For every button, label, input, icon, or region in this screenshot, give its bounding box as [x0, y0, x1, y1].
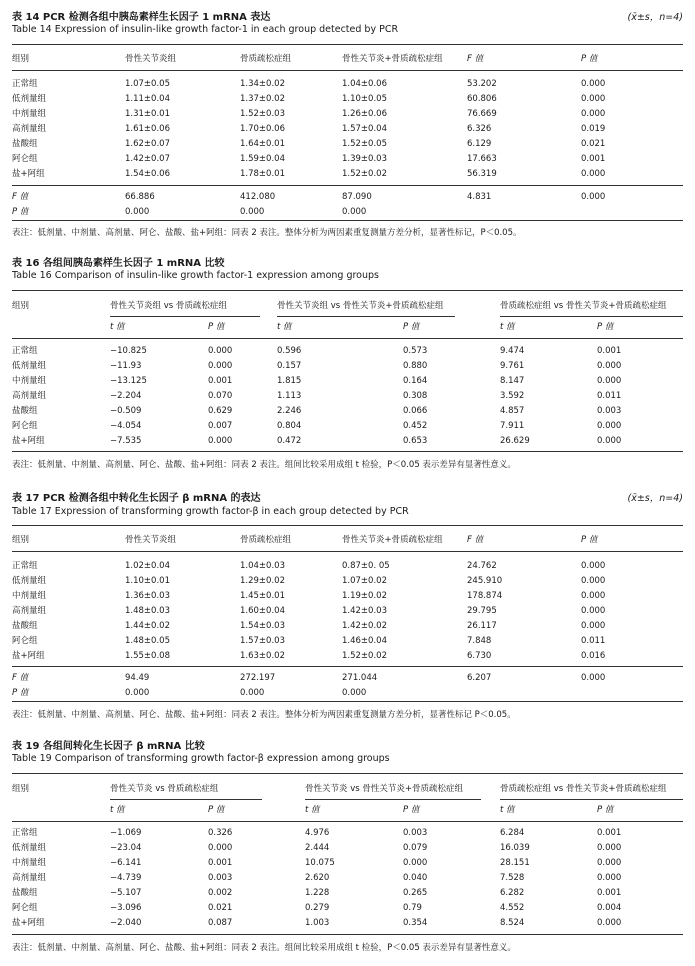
subheader-cell: t 值 [110, 322, 125, 332]
table-cell: 0.354 [403, 918, 428, 928]
table-note: 表注：低剂量、中剂量、高剂量、阿仑、盐酸、盐+阿组：同表 2 表注。整体分析为两因素重复测量方差分析，显著性标记 P＜0.05。 [12, 710, 516, 720]
table-cell: 66.886 [125, 192, 155, 202]
table-cell: 6.326 [467, 124, 492, 134]
table-cell: 178.874 [467, 591, 503, 601]
table-cell: 26.117 [467, 621, 497, 631]
row-label-cell: 盐+阿组 [12, 436, 45, 446]
table-cell: 0.000 [597, 873, 622, 883]
table-title-en: Table 16 Comparison of insulin-like growth factor-1 expression among groups [12, 270, 379, 281]
subheader-cell: P 值 [597, 322, 614, 332]
table-cell: 0.164 [403, 376, 428, 386]
table-cell: 1.45±0.01 [240, 591, 285, 601]
table-cell: −3.096 [110, 903, 142, 913]
row-label-cell: 中剂量组 [12, 376, 47, 386]
table-cell: 16.039 [500, 843, 530, 853]
table-cell: 0.003 [597, 406, 622, 416]
table-cell: 245.910 [467, 576, 503, 586]
table-cell: 1.60±0.04 [240, 606, 285, 616]
table-note: 表注：低剂量、中剂量、高剂量、阿仑、盐酸、盐+阿组：同表 2 表注。组间比较采用成组 t 检验，P＜0.05 表示差异有显著性意义。 [12, 460, 516, 470]
table-cell: 0.000 [581, 606, 606, 616]
table-cell: 0.000 [581, 94, 606, 104]
table-cell: 1.37±0.02 [240, 94, 285, 104]
group-rule [305, 799, 481, 800]
table-cell: 0.079 [403, 843, 428, 853]
table-note: 表注：低剂量、中剂量、高剂量、阿仑、盐酸、盐+阿组：同表 2 表注。组间比较采用成组 t 检验，P＜0.05 表示差异有显著性意义。 [12, 943, 516, 953]
top-rule [12, 290, 683, 291]
table-title-zh: 表 19 各组间转化生长因子 β mRNA 比较 [12, 741, 205, 752]
row-label-cell: 低剂量组 [12, 843, 47, 853]
subheader-cell: t 值 [500, 322, 515, 332]
header-group-cell: 骨质疏松症组 vs 骨性关节炎+骨质疏松症组 [500, 784, 667, 794]
table-cell: 1.11±0.04 [125, 94, 170, 104]
table-cell: 1.70±0.06 [240, 124, 285, 134]
header-rule [12, 70, 683, 71]
table-cell: 0.004 [597, 903, 622, 913]
table-cell: 1.42±0.03 [342, 606, 387, 616]
table-cell: 1.42±0.07 [125, 154, 170, 164]
table-cell: −7.535 [110, 436, 142, 446]
subheader-cell: P 值 [208, 805, 225, 815]
subheader-cell: t 值 [500, 805, 515, 815]
table-note: 表注：低剂量、中剂量、高剂量、阿仑、盐酸、盐+阿组：同表 2 表注。整体分析为两因素重复测量方差分析，显著性标记，P＜0.05。 [12, 228, 522, 238]
table-cell: 0.003 [403, 828, 428, 838]
table-cell: 53.202 [467, 79, 497, 89]
table-cell: 0.003 [208, 873, 233, 883]
subheader-cell: t 值 [110, 805, 125, 815]
table-cell: 0.001 [597, 346, 622, 356]
header-group-cell: 骨性关节炎组 vs 骨性关节炎+骨质疏松症组 [277, 301, 444, 311]
table-cell: 1.78±0.01 [240, 169, 285, 179]
table-cell: 0.001 [208, 376, 233, 386]
table-cell: 1.04±0.06 [342, 79, 387, 89]
row-label-cell: 阿仑组 [12, 421, 38, 431]
table-cell: 1.19±0.02 [342, 591, 387, 601]
group-rule [277, 316, 455, 317]
table-cell: 0.066 [403, 406, 428, 416]
table-cell: 0.000 [581, 109, 606, 119]
subheader-cell: P 值 [597, 805, 614, 815]
header-cell: P 值 [581, 535, 598, 545]
subheader-cell: P 值 [403, 805, 420, 815]
row-label-cell: 盐酸组 [12, 621, 38, 631]
row-label-cell: 盐+阿组 [12, 918, 45, 928]
header-cell: 骨性关节炎+骨质疏松症组 [342, 54, 443, 64]
row-label-cell: 盐酸组 [12, 888, 38, 898]
table-cell: 0.016 [581, 651, 606, 661]
table-cell: 0.629 [208, 406, 233, 416]
table-cell: 0.000 [581, 673, 606, 683]
table-cell: −13.125 [110, 376, 147, 386]
table-cell: 1.39±0.03 [342, 154, 387, 164]
table-cell: −5.107 [110, 888, 142, 898]
table-cell: 0.279 [305, 903, 330, 913]
table-cell: 2.246 [277, 406, 302, 416]
table-cell: 4.857 [500, 406, 525, 416]
table-cell: 0.011 [581, 636, 606, 646]
table-cell: 1.04±0.03 [240, 561, 285, 571]
table-cell: 1.54±0.03 [240, 621, 285, 631]
table-cell: 0.653 [403, 436, 428, 446]
header-group-cell: 骨质疏松症组 vs 骨性关节炎+骨质疏松症组 [500, 301, 667, 311]
table-cell: 24.762 [467, 561, 497, 571]
table-cell: 4.976 [305, 828, 330, 838]
table-cell: 0.040 [403, 873, 428, 883]
table-cell: 1.003 [305, 918, 330, 928]
table-cell: 1.36±0.03 [125, 591, 170, 601]
table-cell: −4.739 [110, 873, 142, 883]
table-cell: 0.001 [597, 828, 622, 838]
table-cell: −4.054 [110, 421, 142, 431]
table-cell: 0.001 [597, 888, 622, 898]
row-label-cell: 正常组 [12, 828, 38, 838]
table-cell: 1.48±0.05 [125, 636, 170, 646]
table-cell: 2.620 [305, 873, 330, 883]
table-cell: 29.795 [467, 606, 497, 616]
table-cell: 412.080 [240, 192, 276, 202]
table-cell: 94.49 [125, 673, 150, 683]
table-cell: 0.000 [208, 346, 233, 356]
table-cell: 0.000 [597, 843, 622, 853]
table-cell: 1.62±0.07 [125, 139, 170, 149]
table-cell: 76.669 [467, 109, 497, 119]
table-cell: 1.52±0.02 [342, 651, 387, 661]
table-cell: 0.452 [403, 421, 428, 431]
header-group-cell: 骨性关节炎 vs 骨性关节炎+骨质疏松症组 [305, 784, 463, 794]
row-label-cell: 中剂量组 [12, 591, 47, 601]
table-cell: 1.52±0.05 [342, 139, 387, 149]
header-cell: 骨性关节炎组 [125, 535, 177, 545]
table-cell: 0.000 [597, 421, 622, 431]
row-label-cell: 低剂量组 [12, 576, 47, 586]
mid-rule [12, 185, 683, 186]
table-cell: 3.592 [500, 391, 525, 401]
table-cell: 0.472 [277, 436, 302, 446]
table-cell: −11.93 [110, 361, 142, 371]
row-label-cell: 盐酸组 [12, 139, 38, 149]
table-cell: 0.001 [581, 154, 606, 164]
table-cell: 0.000 [597, 918, 622, 928]
table-cell: 0.000 [597, 436, 622, 446]
row-label-cell: 中剂量组 [12, 109, 47, 119]
table-cell: 0.326 [208, 828, 233, 838]
table-cell: 271.044 [342, 673, 378, 683]
table-cell: 0.596 [277, 346, 302, 356]
table-cell: 10.075 [305, 858, 335, 868]
header-rule [12, 551, 683, 552]
table-cell: 0.000 [208, 361, 233, 371]
row-label-cell: 阿仑组 [12, 154, 38, 164]
row-label-cell: 盐+阿组 [12, 651, 45, 661]
table-cell: 0.001 [208, 858, 233, 868]
table-cell: 1.54±0.06 [125, 169, 170, 179]
subheader-cell: t 值 [277, 322, 292, 332]
table-cell: −0.509 [110, 406, 142, 416]
header-cell: F 值 [467, 535, 484, 545]
table-cell: 0.002 [208, 888, 233, 898]
table-cell: 1.02±0.04 [125, 561, 170, 571]
row-label-cell: 中剂量组 [12, 858, 47, 868]
table-cell: −2.204 [110, 391, 142, 401]
header-cell: P 值 [581, 54, 598, 64]
top-rule [12, 44, 683, 45]
header-cell: F 值 [467, 54, 484, 64]
table-cell: 0.804 [277, 421, 302, 431]
mid-rule [12, 666, 683, 667]
table-cell: 1.07±0.02 [342, 576, 387, 586]
table-cell: 1.31±0.01 [125, 109, 170, 119]
table-cell: 1.34±0.02 [240, 79, 285, 89]
table-cell: 0.000 [240, 688, 265, 698]
table-cell: 0.000 [581, 621, 606, 631]
table-cell: 0.021 [208, 903, 233, 913]
table-cell: 0.087 [208, 918, 233, 928]
table-cell: 8.524 [500, 918, 525, 928]
table-title-zh: 表 14 PCR 检测各组中胰岛素样生长因子 1 mRNA 表达 [12, 12, 271, 23]
row-label-cell: 盐+阿组 [12, 169, 45, 179]
table-cell: 87.090 [342, 192, 372, 202]
header-cell: 骨质疏松症组 [240, 535, 292, 545]
row-label-cell: 高剂量组 [12, 124, 47, 134]
table-cell: 1.42±0.02 [342, 621, 387, 631]
table-cell: 0.000 [581, 169, 606, 179]
row-label-cell: 盐酸组 [12, 406, 38, 416]
table-cell: 0.000 [208, 843, 233, 853]
table-title-en: Table 14 Expression of insulin-like growth factor-1 in each group detected by PCR [12, 24, 399, 35]
table-cell: 1.57±0.03 [240, 636, 285, 646]
table-stat-label: (x̄±s，n=4) [627, 12, 683, 23]
row-label-cell: 正常组 [12, 561, 38, 571]
table-cell: 0.011 [597, 391, 622, 401]
table-cell: 0.007 [208, 421, 233, 431]
table-cell: 1.59±0.04 [240, 154, 285, 164]
group-rule [500, 799, 683, 800]
table-cell: 0.070 [208, 391, 233, 401]
subheader-cell: t 值 [305, 805, 320, 815]
row-label-cell: 阿仑组 [12, 903, 38, 913]
table-cell: 1.63±0.02 [240, 651, 285, 661]
table-cell: 0.87±0. 05 [342, 561, 390, 571]
table-cell: 1.46±0.04 [342, 636, 387, 646]
table-cell: 272.197 [240, 673, 276, 683]
table-cell: 9.474 [500, 346, 525, 356]
header-group-cell: 骨性关节炎组 vs 骨质疏松症组 [110, 301, 227, 311]
row-label-cell: 高剂量组 [12, 606, 47, 616]
table-cell: −1.069 [110, 828, 142, 838]
table-cell: 4.552 [500, 903, 525, 913]
header-cell: 组别 [12, 54, 30, 64]
row-label-cell: 正常组 [12, 346, 38, 356]
table-cell: 1.52±0.02 [342, 169, 387, 179]
table-title-en: Table 17 Expression of transforming growth factor-β in each group detected by PCR [12, 506, 409, 517]
header-group-cell: 骨性关节炎 vs 骨质疏松症组 [110, 784, 219, 794]
table-cell: 0.000 [581, 561, 606, 571]
header-cell: 组别 [12, 784, 30, 794]
top-rule [12, 525, 683, 526]
table-cell: 0.880 [403, 361, 428, 371]
table-cell: 6.284 [500, 828, 525, 838]
table-cell: 1.61±0.06 [125, 124, 170, 134]
table-title-zh: 表 17 PCR 检测各组中转化生长因子 β mRNA 的表达 [12, 493, 261, 504]
table-cell: 0.000 [342, 207, 367, 217]
table-stat-label: (x̄±s，n=4) [627, 493, 683, 504]
table-cell: 4.831 [467, 192, 492, 202]
table-cell: 0.000 [597, 858, 622, 868]
table-cell: 0.000 [597, 376, 622, 386]
bottom-rule [12, 451, 683, 452]
row-label-cell: 阿仑组 [12, 636, 38, 646]
table-cell: 6.730 [467, 651, 492, 661]
table-cell: −6.141 [110, 858, 142, 868]
table-cell: 6.129 [467, 139, 492, 149]
table-cell: 28.151 [500, 858, 530, 868]
group-rule [500, 316, 683, 317]
table-cell: 0.000 [208, 436, 233, 446]
top-rule [12, 773, 683, 774]
table-cell: 1.228 [305, 888, 330, 898]
table-cell: 6.282 [500, 888, 525, 898]
group-rule [110, 799, 262, 800]
table-cell: 1.29±0.02 [240, 576, 285, 586]
table-cell: 1.44±0.02 [125, 621, 170, 631]
row-label-cell: 高剂量组 [12, 391, 47, 401]
header-cell: 组别 [12, 301, 30, 311]
table-cell: 7.911 [500, 421, 525, 431]
bottom-rule [12, 220, 683, 221]
row-label-cell: 低剂量组 [12, 361, 47, 371]
subheader-cell: P 值 [403, 322, 420, 332]
table-cell: 1.52±0.03 [240, 109, 285, 119]
table-cell: 0.308 [403, 391, 428, 401]
bottom-rule [12, 701, 683, 702]
table-cell: −2.040 [110, 918, 142, 928]
table-cell: 7.528 [500, 873, 525, 883]
table-cell: 0.000 [240, 207, 265, 217]
table-cell: 0.000 [403, 858, 428, 868]
table-cell: 1.07±0.05 [125, 79, 170, 89]
table-cell: 0.000 [581, 576, 606, 586]
table-cell: 6.207 [467, 673, 492, 683]
subheader-cell: P 值 [208, 322, 225, 332]
table-cell: 7.848 [467, 636, 492, 646]
table-cell: 0.019 [581, 124, 606, 134]
table-cell: 0.000 [125, 688, 150, 698]
table-cell: 0.157 [277, 361, 302, 371]
table-cell: 1.10±0.05 [342, 94, 387, 104]
row-label-cell: F 值 [12, 192, 29, 202]
row-label-cell: P 值 [12, 688, 29, 698]
table-cell: 0.000 [581, 591, 606, 601]
row-label-cell: P 值 [12, 207, 29, 217]
table-cell: 1.48±0.03 [125, 606, 170, 616]
table-cell: 0.000 [581, 192, 606, 202]
table-cell: 1.55±0.08 [125, 651, 170, 661]
table-cell: 60.806 [467, 94, 497, 104]
table-cell: 56.319 [467, 169, 497, 179]
header-cell: 组别 [12, 535, 30, 545]
table-cell: 26.629 [500, 436, 530, 446]
table-cell: 8.147 [500, 376, 525, 386]
table-cell: 0.265 [403, 888, 428, 898]
row-label-cell: 高剂量组 [12, 873, 47, 883]
table-cell: 1.64±0.01 [240, 139, 285, 149]
table-cell: 0.79 [403, 903, 422, 913]
header-rule [12, 338, 683, 339]
table-cell: 17.663 [467, 154, 497, 164]
table-cell: 0.000 [581, 79, 606, 89]
table-cell: 0.000 [125, 207, 150, 217]
table-title-zh: 表 16 各组间胰岛素样生长因子 1 mRNA 比较 [12, 258, 225, 269]
table-cell: 1.26±0.06 [342, 109, 387, 119]
row-label-cell: 正常组 [12, 79, 38, 89]
table-cell: 1.10±0.01 [125, 576, 170, 586]
header-rule [12, 821, 683, 822]
table-cell: −23.04 [110, 843, 142, 853]
row-label-cell: F 值 [12, 673, 29, 683]
header-cell: 骨性关节炎+骨质疏松症组 [342, 535, 443, 545]
header-cell: 骨质疏松症组 [240, 54, 292, 64]
table-cell: 9.761 [500, 361, 525, 371]
table-title-en: Table 19 Comparison of transforming growth factor-β expression among groups [12, 753, 390, 764]
table-cell: 1.815 [277, 376, 302, 386]
table-cell: 0.573 [403, 346, 428, 356]
table-cell: 1.113 [277, 391, 302, 401]
table-cell: 2.444 [305, 843, 330, 853]
table-cell: 0.000 [597, 361, 622, 371]
table-cell: −10.825 [110, 346, 147, 356]
table-cell: 0.021 [581, 139, 606, 149]
table-cell: 1.57±0.04 [342, 124, 387, 134]
row-label-cell: 低剂量组 [12, 94, 47, 104]
table-cell: 0.000 [342, 688, 367, 698]
group-rule [110, 316, 260, 317]
bottom-rule [12, 934, 683, 935]
header-cell: 骨性关节炎组 [125, 54, 177, 64]
